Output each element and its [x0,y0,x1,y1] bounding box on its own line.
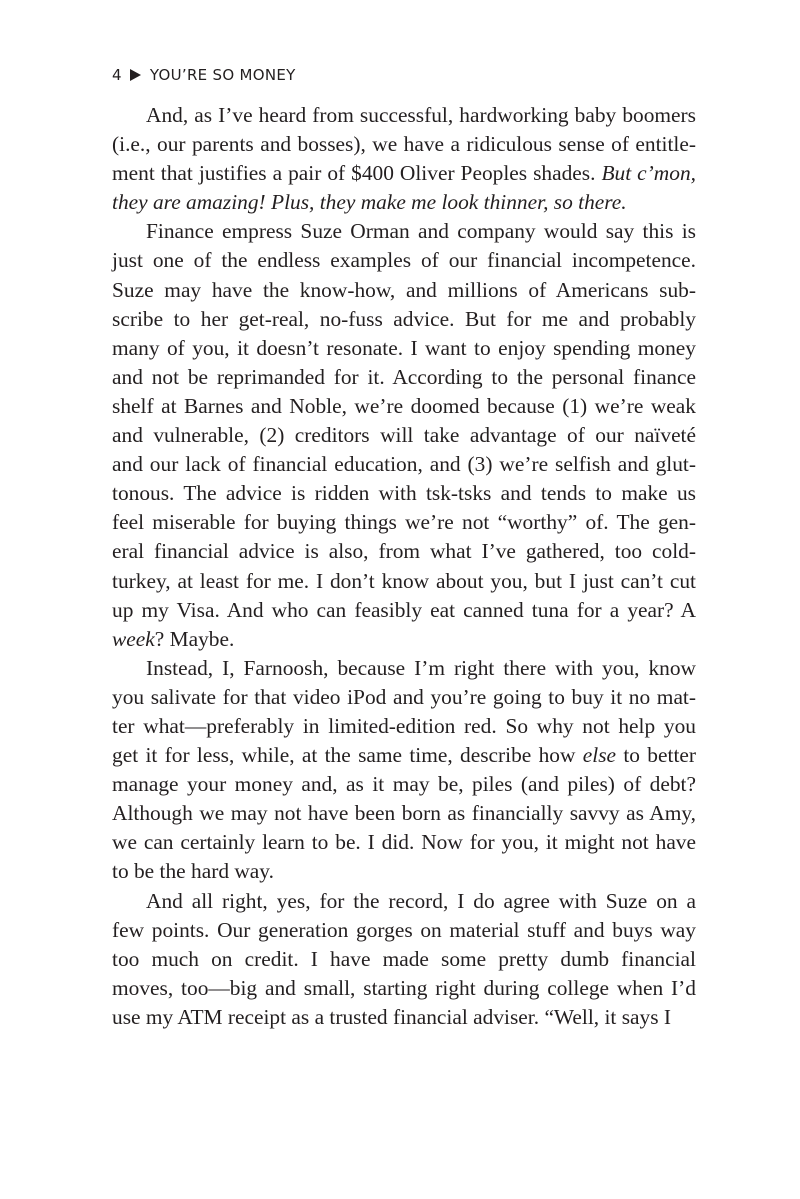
text-line [112,596,696,625]
text-line [112,479,696,508]
text-line [112,101,696,130]
running-head-title: YOU’RE SO MONEY [149,66,296,84]
text-line [112,974,696,1003]
text-run: Suze may have the know-how, and millions of Americans sub- [112,277,696,302]
italic-text-run: week [112,626,155,651]
text-run: get it for less, while, at the same time, describe how [112,743,583,768]
italic-text-run: else [582,743,617,768]
text-line [112,305,696,334]
text-line [112,857,696,886]
text-run: And all right, yes, for the record, I do agree with Suze on a [146,888,696,913]
text-run: tonous. The advice is ridden with tsk-tsks and tends to make us [112,481,696,506]
text-line [112,276,696,305]
text-run: we can certainly learn to be. I did. Now for you, it might not have [112,830,696,855]
paragraph [112,654,696,887]
text-run: moves, too—big and small, starting right during college when I’d [112,975,696,1000]
text-line [112,159,696,188]
text-run: Instead, I, Farnoosh, because I’m right there with you, know [146,655,696,680]
text-run: and our lack of financial education, and (3) we’re selfish and glut- [112,452,696,477]
text-run: Finance empress Suze Orman and company would say this is [146,219,696,244]
text-line [112,1003,696,1032]
text-run: you salivate for that video iPod and you’re going to buy it no mat- [112,684,696,709]
text-line [112,916,696,945]
text-line [112,945,696,974]
text-run: manage your money and, as it may be, piles (and piles) of debt? [112,772,696,797]
italic-text-run: But c’mon, [601,161,696,186]
paragraph [112,101,696,217]
text-line [112,625,696,654]
text-line [112,246,696,275]
text-run: scribe to her get-real, no-fuss advice. But for me and probably [112,306,696,331]
text-run: to be the hard way. [112,859,274,884]
text-line [112,130,696,159]
text-run: ? Maybe. [154,626,235,651]
page-number: 4 [112,66,122,84]
text-line [112,741,696,770]
text-line [112,887,696,916]
text-run: many of you, it doesn’t resonate. I want to enjoy spending money [112,335,696,360]
text-run: and not be reprimanded for it. According to the personal finance [112,364,696,389]
text-run: eral financial advice is also, from what I’ve gathered, too cold- [112,539,696,564]
text-line [112,567,696,596]
italic-text-run: they are amazing! Plus, they make me look thinner, so there. [112,190,627,215]
text-run: ment that justifies a pair of $400 Oliver Peoples shades. [112,161,602,186]
text-run: and vulnerable, (2) creditors will take advantage of our naïveté [112,423,696,448]
text-line [112,828,696,857]
text-line [112,188,696,217]
text-run: up my Visa. And who can feasibly eat canned tuna for a year? A [112,597,696,622]
text-run: too much on credit. I have made some pretty dumb financial [112,946,696,971]
text-run: just one of the endless examples of our financial incompetence. [112,248,696,273]
text-line [112,537,696,566]
text-line [112,508,696,537]
text-run: feel miserable for buying things we’re not “worthy” of. The gen- [112,510,696,535]
text-line [112,363,696,392]
body-text [112,101,696,1032]
text-line [112,683,696,712]
text-run: And, as I’ve heard from successful, hardworking baby boomers [146,103,696,127]
paragraph [112,217,696,653]
text-line [112,712,696,741]
text-line [112,334,696,363]
text-run: few points. Our generation gorges on material stuff and buys way [112,917,696,942]
paragraph [112,887,696,1032]
text-line [112,392,696,421]
text-run: shelf at Barnes and Noble, we’re doomed because (1) we’re weak [112,393,696,418]
text-run: turkey, at least for me. I don’t know about you, but I just can’t cut [112,568,696,593]
text-run: (i.e., our parents and bosses), we have a ridiculous sense of entitle- [112,132,696,157]
text-run: to better [616,743,697,768]
text-line [112,421,696,450]
text-line [112,799,696,828]
right-arrowhead-icon [130,69,141,81]
text-line [112,770,696,799]
text-run: ter what—preferably in limited-edition red. So why not help you [112,713,696,738]
text-line [112,450,696,479]
text-line [112,654,696,683]
running-head [112,64,296,86]
text-line [112,217,696,246]
text-run: use my ATM receipt as a trusted financial adviser. “Well, it says I [112,1004,672,1029]
text-run: Although we may not have been born as financially savvy as Amy, [112,801,696,826]
